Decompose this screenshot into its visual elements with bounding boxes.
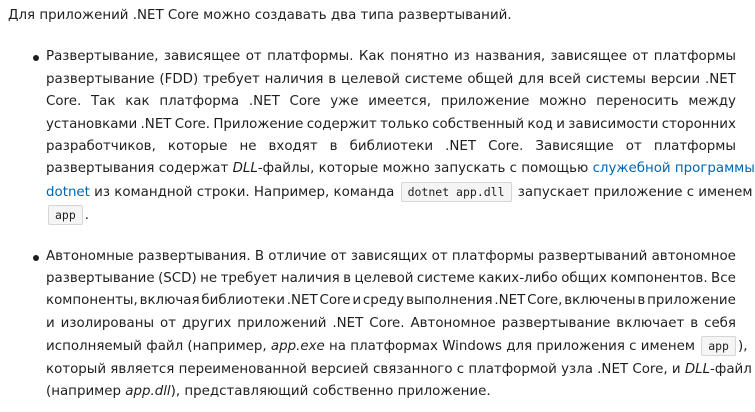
word: библиотеки <box>201 293 285 309</box>
word: и <box>352 293 362 309</box>
word: от <box>160 315 177 331</box>
code-app: app <box>48 205 83 225</box>
word: Core. <box>488 139 524 155</box>
word: Зависящие <box>535 139 614 155</box>
word: в <box>328 71 337 87</box>
word: версии <box>650 71 701 87</box>
word: между <box>688 94 736 110</box>
word: Автономное <box>410 315 496 331</box>
word: развертываний <box>538 248 648 264</box>
word: для <box>518 71 544 87</box>
word: установками <box>46 116 138 132</box>
word: развертывания. <box>137 248 251 264</box>
word: .NET <box>704 71 736 87</box>
word: В <box>254 248 265 264</box>
word: собственный <box>432 116 525 132</box>
word: и <box>46 315 55 331</box>
word: других <box>181 315 232 331</box>
fdd-text: запускает приложение с именем <box>513 184 753 200</box>
word: приложение <box>647 293 736 309</box>
fdd-line-3 <box>46 91 736 113</box>
word: разработчиков, <box>46 139 156 155</box>
fdd-dll-term: DLL <box>232 161 258 177</box>
word: библиотеки <box>349 139 434 155</box>
word: в <box>690 315 699 331</box>
word: как <box>125 94 150 110</box>
word: развертывание <box>46 271 155 287</box>
word: Core <box>319 293 351 309</box>
word: каких-либо <box>478 271 558 287</box>
fdd-line-4 <box>46 114 736 136</box>
word: Core <box>289 94 321 110</box>
word: платформы <box>451 248 535 264</box>
word: приложение <box>440 94 530 110</box>
bullet-icon <box>33 255 39 261</box>
word: системе <box>416 271 475 287</box>
intro-paragraph: Для приложений .NET Core можно создавать два типа развертываний. <box>8 8 512 23</box>
word: Развертывание, <box>46 49 159 65</box>
word: включены <box>564 293 636 309</box>
scd-line-4 <box>46 313 736 335</box>
word: Приложение <box>213 116 304 132</box>
deployment-types-list <box>8 46 755 403</box>
word: компонентов. <box>610 271 708 287</box>
word: .NET <box>286 293 318 309</box>
scd-text: исполняемый файл (например, <box>46 339 271 355</box>
scd-text: который является переименованной версией связанного с платформой узла .NET Core, и <box>46 361 685 377</box>
fdd-line-1 <box>46 46 736 68</box>
word: включает <box>616 315 685 331</box>
word: требует <box>203 71 260 87</box>
fdd-end-period: . <box>84 208 90 224</box>
word: платформы. <box>267 49 354 65</box>
word: Core. <box>174 116 211 132</box>
word: .NET <box>332 315 364 331</box>
scd-text: (например <box>46 384 126 400</box>
word: целевой <box>354 271 414 287</box>
word: отличие <box>268 248 327 264</box>
scd-app-dll-term: app.dll <box>125 384 171 400</box>
word: Core. <box>46 94 82 110</box>
word: Автономные <box>46 248 134 264</box>
scd-text: -файл <box>710 361 752 377</box>
code-dotnet-app-dll: dotnet app.dll <box>401 182 512 202</box>
word: системе <box>404 71 463 87</box>
word: развертывание <box>46 71 155 87</box>
word: Все <box>711 271 736 287</box>
fdd-line-6 <box>46 158 755 180</box>
word: в <box>329 139 338 155</box>
list-item-fdd <box>8 46 755 227</box>
word: .NET <box>445 139 477 155</box>
word: платформа <box>159 94 240 110</box>
word: развертывание <box>501 315 611 331</box>
fdd-text: из командной строки. Например, команда <box>89 184 399 200</box>
word: Core, <box>527 293 563 309</box>
word: переносить <box>596 94 679 110</box>
word: от <box>330 248 347 264</box>
word: только <box>380 116 429 132</box>
scd-line-3 <box>46 290 736 312</box>
scd-text: ), представляющий собственно приложение. <box>170 384 491 400</box>
word: требует <box>220 271 278 287</box>
word: общих <box>561 271 607 287</box>
word: сторонних <box>661 116 736 132</box>
word: из <box>453 49 470 65</box>
scd-line-2 <box>46 268 736 290</box>
word: можно <box>539 94 587 110</box>
word: выполнения <box>406 293 493 309</box>
word: не <box>239 139 257 155</box>
scd-line-5 <box>46 335 748 358</box>
word: Так <box>90 94 116 110</box>
word: включая <box>139 293 200 309</box>
word: от <box>245 49 262 65</box>
bullet-icon <box>33 55 39 61</box>
word: .NET <box>494 293 526 309</box>
scd-line-7 <box>46 381 736 403</box>
word: наличия <box>280 271 340 287</box>
word: (SCD) <box>158 271 197 287</box>
word: от <box>625 139 642 155</box>
word: зависящее <box>163 49 241 65</box>
word: (FDD) <box>159 71 199 87</box>
word: названия, <box>475 49 546 65</box>
scd-text: на платформах Windows для приложения с именем <box>324 339 700 355</box>
word: не <box>200 271 218 287</box>
fdd-line-8 <box>46 204 736 227</box>
word: приложений <box>237 315 327 331</box>
word: входят <box>268 139 318 155</box>
scd-app-exe-term: app.exe <box>270 339 325 355</box>
word: .NET <box>140 116 172 132</box>
word: Как <box>358 49 385 65</box>
fdd-line-7 <box>46 181 753 204</box>
word: зависящее <box>550 49 627 65</box>
word: которые <box>167 139 228 155</box>
word: наличия <box>264 71 324 87</box>
fdd-text: -файлы, которые можно запускать с помощью <box>257 161 593 177</box>
word: от <box>431 248 448 264</box>
word: от <box>632 49 649 65</box>
word: в <box>343 271 352 287</box>
word: изолированы <box>60 315 155 331</box>
word: уже <box>330 94 359 110</box>
word: Core. <box>369 315 405 331</box>
word: платформы <box>653 139 736 155</box>
scd-line-6 <box>46 359 752 381</box>
word: и <box>556 116 565 132</box>
word: зависящих <box>350 248 428 264</box>
fdd-text: развертывания содержат <box>46 161 233 177</box>
word: всей <box>548 71 581 87</box>
word: целевой <box>340 71 400 87</box>
fdd-line-2 <box>46 69 736 91</box>
scd-text: ), <box>737 339 748 355</box>
scd-line-1 <box>46 246 736 268</box>
scd-dll-term: DLL <box>684 361 711 377</box>
word: зависимости <box>568 116 659 132</box>
word: среду <box>362 293 405 309</box>
word: в <box>637 293 646 309</box>
word: код <box>527 116 553 132</box>
word: имеется, <box>368 94 431 110</box>
list-item-scd <box>8 246 752 404</box>
code-app: app <box>701 336 736 356</box>
word: общей <box>467 71 514 87</box>
dotnet-utility-link[interactable]: служебной программы <box>592 161 755 177</box>
fdd-line-5 <box>46 136 736 158</box>
word: .NET <box>248 94 280 110</box>
word: себя <box>704 315 736 331</box>
word: компоненты, <box>46 293 138 309</box>
dotnet-utility-link-continued[interactable]: dotnet <box>46 184 90 200</box>
word: содержит <box>306 116 377 132</box>
word: автономное <box>651 248 736 264</box>
word: системы <box>585 71 646 87</box>
word: понятно <box>390 49 449 65</box>
word: платформы <box>653 49 736 65</box>
